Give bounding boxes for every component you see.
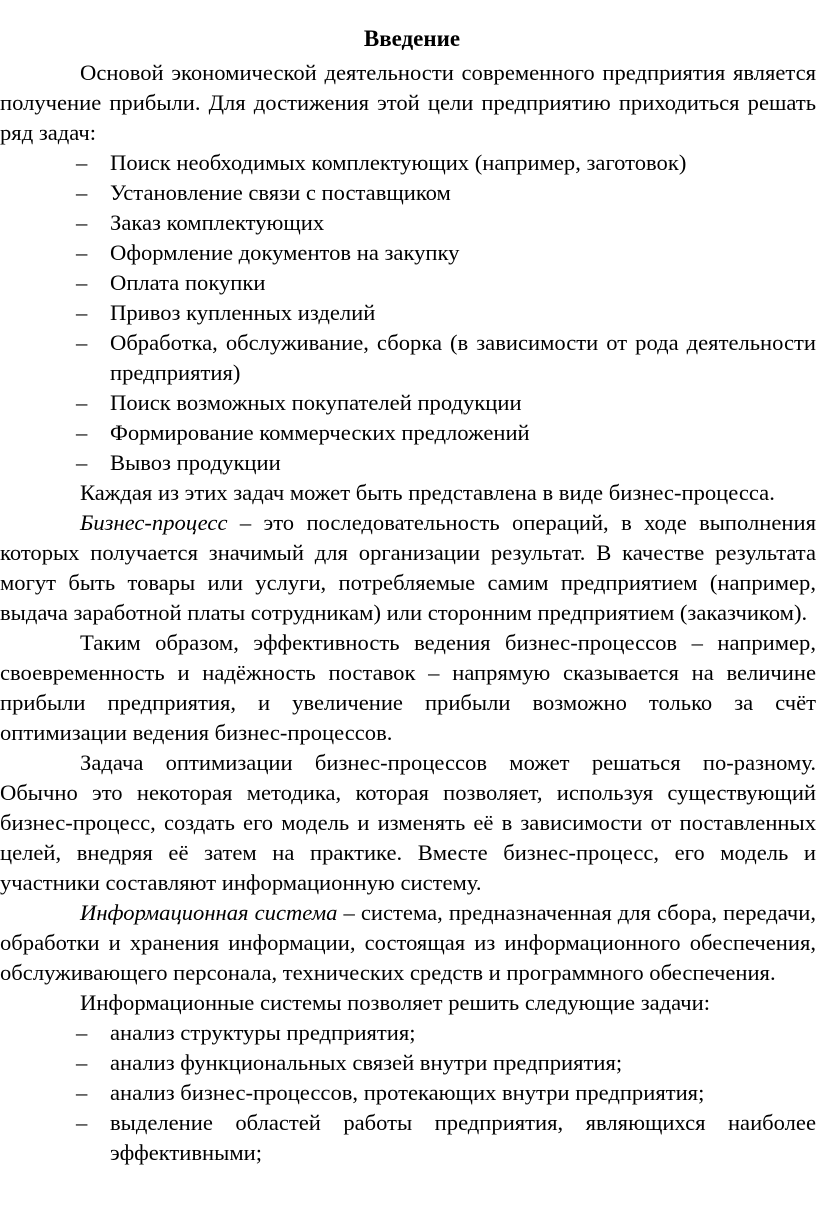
- page-title: Введение: [363, 26, 461, 51]
- list-item: – Оформление документов на закупку: [0, 238, 816, 268]
- list-item: – Обработка, обслуживание, сборка (в зависимости от рода деятельности предприятия): [76, 330, 816, 385]
- dash-bullet: –: [76, 300, 88, 325]
- is-tasks-list: [0, 1018, 816, 1168]
- list-item: – Оплата покупки: [0, 268, 816, 298]
- list-item: – анализ функциональных связей внутри предприятия;: [0, 1048, 816, 1078]
- document-page: [0, 24, 816, 1168]
- list-item: – Поиск необходимых комплектующих (например, заготовок): [0, 148, 816, 178]
- list-item: – Поиск возможных покупателей продукции: [0, 388, 816, 418]
- each-task-paragraph: Каждая из этих задач может быть представлена в виде бизнес-процесса.: [80, 480, 775, 505]
- dash-bullet: –: [76, 450, 88, 475]
- dash-bullet: –: [76, 210, 88, 235]
- dash-bullet: –: [76, 390, 88, 415]
- business-process-definition: Бизнес-процесс – это последовательность операций, в ходе выполнения которых получается значимый для организации результат. В качестве результата могут быть товары или услуги, потребляемые самим предприятием (например, выдача заработной платы сотрудникам) или сторонним предприятием (заказчиком).: [0, 510, 816, 625]
- dash-bullet: –: [76, 240, 88, 265]
- tasks-list: [0, 148, 816, 478]
- dash-bullet: –: [76, 1110, 88, 1135]
- list-item: – анализ бизнес-процессов, протекающих внутри предприятия;: [0, 1078, 816, 1108]
- efficiency-paragraph: Таким образом, эффективность ведения бизнес-процессов – например, своевременность и надёжность поставок – напрямую сказывается на величине прибыли предприятия, и увеличение прибыли возможно только за счёт оптимизации ведения бизнес-процессов.: [0, 630, 816, 745]
- list-item: – Установление связи с поставщиком: [0, 178, 816, 208]
- dash-bullet: –: [76, 330, 88, 355]
- list-item: – Заказ комплектующих: [0, 208, 816, 238]
- list-item: – выделение областей работы предприятия, являющихся наиболее эффективными;: [76, 1110, 816, 1165]
- list-item: – анализ структуры предприятия;: [0, 1018, 816, 1048]
- dash-bullet: –: [76, 1020, 88, 1045]
- dash-bullet: –: [76, 150, 88, 175]
- is-tasks-intro-paragraph: Информационные системы позволяет решить следующие задачи:: [80, 990, 711, 1015]
- dash-bullet: –: [76, 180, 88, 205]
- dash-bullet: –: [76, 420, 88, 445]
- list-item: – Формирование коммерческих предложений: [0, 418, 816, 448]
- dash-bullet: –: [76, 270, 88, 295]
- optimization-paragraph: Задача оптимизации бизнес-процессов может решаться по-разному. Обычно это некоторая методика, которая позволяет, используя существующий бизнес-процесс, создать его модель и изменять её в зависимости от поставленных целей, внедряя её затем на практике. Вместе бизнес-процесс, его модель и участники составляют информационную систему.: [0, 750, 816, 895]
- list-item: – Привоз купленных изделий: [0, 298, 816, 328]
- information-system-definition: Информационная система – система, предназначенная для сбора, передачи, обработки и хранения информации, состоящая из информационного обеспечения, обслуживающего персонала, технических средств и программного обеспечения.: [0, 900, 816, 985]
- dash-bullet: –: [76, 1050, 88, 1075]
- intro-paragraph: Основой экономической деятельности современного предприятия является получение прибыли. Для достижения этой цели предприятию приходиться решать ряд задач:: [0, 60, 816, 145]
- business-process-term: Бизнес-процесс: [80, 510, 228, 535]
- information-system-term: Информационная система: [80, 900, 338, 925]
- dash-bullet: –: [76, 1080, 88, 1105]
- list-item: – Вывоз продукции: [0, 448, 816, 478]
